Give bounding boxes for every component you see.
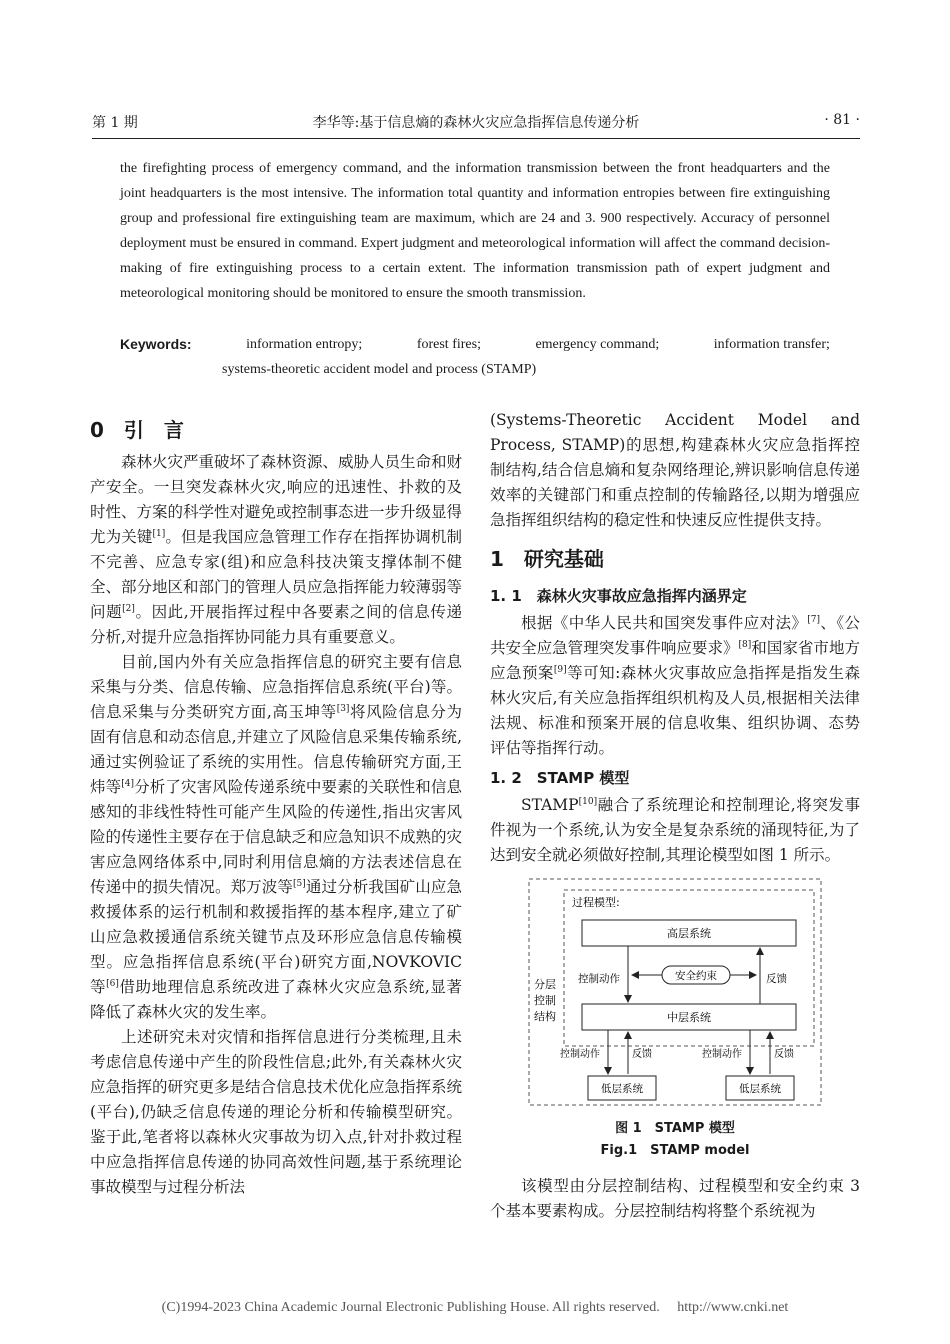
paragraph: 目前,国内外有关应急指挥信息的研究主要有信息采集与分类、信息传输、应急指挥信息系统(平台)等。信息采集与分类研究方面,高玉坤等[3]将风险信息分为固有信息和动态信息,并建立了风险信息采集传输系统,通过实例验证了系统的实用性。信息传输研究方面,王炜等[4]分析了灾害风险传递系统中要素的关联性和信息感知的非线性特性可能产生风险的传递性,指出灾害风险的传递性主要存在于信息缺乏和应急知识不成熟的灾害应急网络体系中,同时利用信息熵的方法表述信息在传递中的损失情况。郑万波等[5]通过分析我国矿山应急救援体系的运行机制和救援指挥的基本程序,建立了矿山应急救援通信系统关键节点及环形应急信息传输模型。应急指挥信息系统(平台)研究方面,NOVKOVIC 等[6]借助地理信息系统改进了森林火灾应急系统,显著降低了森林火灾的发生率。 [90, 653, 463, 1021]
citation[interactable]: [5] [293, 878, 306, 889]
page-number: · 81 · [824, 112, 860, 128]
keyword-item: information entropy; [246, 337, 363, 352]
issue-number: 第 1 期 [92, 115, 138, 131]
paragraph: STAMP[10]融合了系统理论和控制理论,将突发事件视为一个系统,认为安全是复杂系统的涌现特征,为了达到安全就必须做好控制,其理论模型如图 1 所示。 [490, 796, 860, 864]
feedback-label: 反馈 [766, 973, 787, 985]
right-feedback-label: 反馈 [774, 1049, 794, 1060]
section-heading-intro: 0 引 言 [90, 418, 184, 442]
citation[interactable]: [6] [106, 978, 119, 989]
left-feedback-label: 反馈 [632, 1049, 652, 1060]
figure-caption-cn: 图 1 STAMP 模型 [615, 1121, 735, 1136]
citation[interactable]: [9] [553, 664, 567, 675]
side-label-line: 分层 [534, 978, 556, 991]
low-level-left-label: 低层系统 [601, 1083, 643, 1095]
citation[interactable]: [8] [738, 639, 752, 650]
keyword-item: information transfer; [713, 337, 830, 352]
side-label-line: 结构 [534, 1010, 556, 1023]
abstract-text: the firefighting process of emergency command, and the information transmission between the front headquarters and the joint headquarters is the most intensive. The information total quantity and information entropies between fire extinguishing group and professional fire extinguishing team are maximum, which are 24 and 3. 900 respectively. Accuracy of personnel deployment must be ensured in command. Expert judgment and meteorological information will affect the command decision-making of fire extinguishing process to a certain extent. The information transmission path of expert judgment and meteorological monitoring should be monitored to ensure the smooth transmission. [120, 161, 830, 301]
side-label-line: 控制 [534, 994, 556, 1007]
subsection-heading-1-1: 1. 1 森林火灾事故应急指挥内涵界定 [490, 587, 747, 605]
header-rule [92, 138, 860, 139]
paragraph-continued: (Systems-Theoretic Accident Model and Process, STAMP)的思想,构建森林火灾应急指挥控制结构,结合信息熵和复杂网络理论,辨识影响信息传递效率的关键部门和重点控制的传输路径,以期为增强应急指挥组织结构的稳定性和快速反应性提供支持。 [490, 411, 860, 529]
citation[interactable]: [10] [578, 796, 598, 807]
running-title: 李华等:基于信息熵的森林火灾应急指挥信息传递分析 [312, 115, 640, 131]
figure-caption-en: Fig.1 STAMP model [600, 1143, 750, 1158]
section-heading-basis: 1 研究基础 [490, 547, 604, 571]
copyright-footer: (C)1994-2023 China Academic Journal Electronic Publishing House. All rights reserved. http://www.cnki.net [161, 1300, 789, 1315]
citation[interactable]: [2] [122, 603, 135, 614]
figure-caption [490, 1118, 860, 1162]
mid-level-system-label: 中层系统 [667, 1011, 711, 1024]
right-control-label: 控制动作 [702, 1049, 742, 1060]
control-action-label: 控制动作 [578, 973, 620, 985]
citation[interactable]: [7] [807, 614, 821, 625]
process-model-label: 过程模型: [572, 896, 620, 909]
keyword-item: systems-theoretic accident model and process (STAMP) [222, 362, 537, 377]
keyword-item: emergency command; [535, 337, 660, 352]
left-control-label: 控制动作 [560, 1049, 600, 1060]
low-level-right-label: 低层系统 [739, 1083, 781, 1095]
citation[interactable]: [3] [336, 703, 350, 714]
stamp-figure [528, 878, 822, 1106]
paragraph: 森林火灾严重破坏了森林资源、威胁人员生命和财产安全。一旦突发森林火灾,响应的迅速性、扑救的及时性、方案的科学性对避免或控制事态进一步升级显得尤为关键[1]。但是我国应急管理工作存在指挥协调机制不完善、应急专家(组)和应急科技决策支撑体制不健全、部分地区和部门的管理人员应急指挥能力较薄弱等问题[2]。因此,开展指挥过程中各要素之间的信息传递分析,对提升应急指挥协同能力具有重要意义。 [90, 453, 463, 646]
outer-dashed-frame [529, 879, 821, 1105]
subsection-heading-1-2: 1. 2 STAMP 模型 [490, 769, 630, 787]
safety-constraint-label: 安全约束 [675, 970, 717, 982]
left-column [90, 410, 462, 1200]
right-column [490, 408, 860, 1224]
keyword-item: forest fires; [416, 337, 481, 352]
citation[interactable]: [4] [121, 778, 134, 789]
high-level-system-label: 高层系统 [667, 927, 711, 940]
stamp-diagram [528, 878, 822, 1106]
paragraph: 根据《中华人民共和国突发事件应对法》[7]、《公共安全应急管理突发事件响应要求》[8]和国家省市地方应急预案[9]等可知:森林火灾事故应急指挥是指发生森林火灾后,有关应急指挥组织机构及人员,根据相关法律法规、标准和预案开展的信息收集、组织协调、态势评估等指挥行动。 [490, 614, 860, 757]
keywords [120, 332, 830, 382]
paragraph: 上述研究未对灾情和指挥信息进行分类梳理,且未考虑信息传递中产生的阶段性信息;此外,有关森林火灾应急指挥的研究更多是结合信息技术优化应急指挥系统(平台),仍缺乏信息传递的理论分析和传输模型研究。鉴于此,笔者将以森林火灾事故为切入点,针对扑救过程中应急指挥信息传递的协同高效性问题,基于系统理论事故模型与过程分析法 [90, 1028, 463, 1196]
keywords-label: Keywords: [120, 336, 192, 352]
running-header [92, 112, 860, 136]
paragraph: 该模型由分层控制结构、过程模型和安全约束 3 个基本要素构成。分层控制结构将整个系统视为 [490, 1177, 860, 1220]
citation[interactable]: [1] [152, 528, 166, 539]
